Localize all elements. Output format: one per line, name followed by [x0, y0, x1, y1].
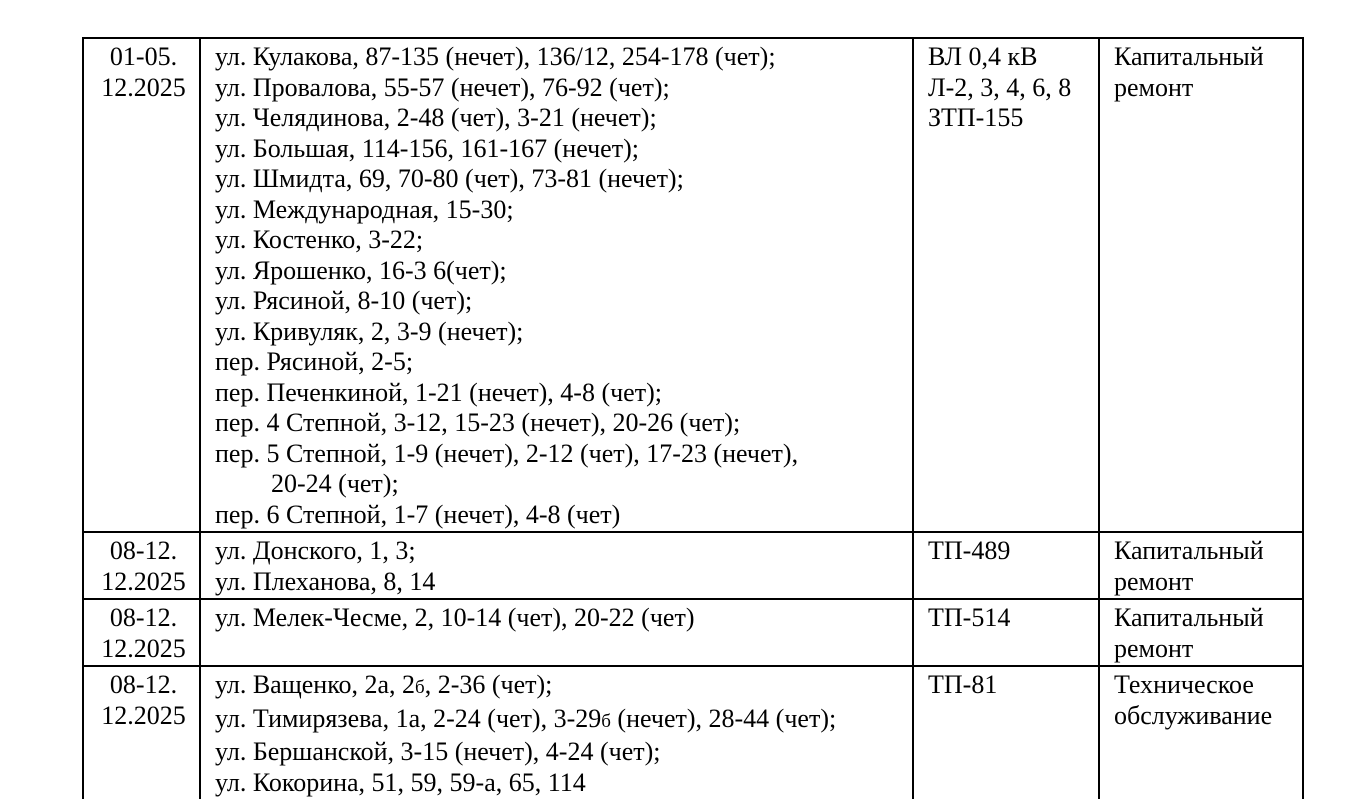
address-line: ул. Мелек-Чесме, 2, 10-14 (чет), 20-22 (чет) — [215, 603, 695, 632]
address-line-continuation: 20-24 (чет); — [271, 469, 399, 498]
date-month-year: 12.2025 — [101, 566, 186, 596]
object-cell — [913, 599, 1099, 666]
address-cell — [200, 666, 913, 799]
date-range: 08-12. — [109, 536, 178, 565]
address-line: пер. 6 Степной, 1-7 (нечет), 4-8 (чет) — [215, 499, 621, 529]
object-line: Л-2, 3, 4, 6, 8 — [928, 72, 1072, 102]
object-line: ЗТП-155 — [928, 103, 1024, 132]
address-text: , 2-36 (чет); — [424, 670, 553, 699]
table-row — [83, 38, 1303, 532]
address-line: ул. Кривуляк, 2, 3-9 (нечет); — [215, 316, 524, 346]
work-type-cell — [1099, 532, 1303, 599]
address-line: ул. Плеханова, 8, 14 — [215, 566, 436, 596]
address-line: пер. Рясиной, 2-5; — [215, 347, 414, 376]
date-cell — [83, 38, 200, 532]
object-cell — [913, 666, 1099, 799]
address-line: ул. Провалова, 55-57 (нечет), 76-92 (чет); — [215, 72, 670, 102]
work-type-cell — [1099, 666, 1303, 799]
outage-schedule-table — [82, 37, 1304, 799]
address-line: пер. Печенкиной, 1-21 (нечет), 4-8 (чет); — [215, 377, 662, 407]
date-range: 01-05. — [109, 42, 178, 71]
address-line: ул. Бершанской, 3-15 (нечет), 4-24 (чет); — [215, 737, 661, 766]
object-line: ТП-489 — [928, 536, 1011, 565]
address-text: (нечет), 28-44 (чет); — [610, 703, 837, 733]
date-cell — [83, 532, 200, 599]
address-line: ул. Челядинова, 2-48 (чет), 3-21 (нечет); — [215, 103, 657, 132]
work-type-line: ремонт — [1114, 633, 1194, 663]
work-type-line: обслуживание — [1114, 700, 1273, 730]
address-text: ул. Ващенко, 2а, 2 — [215, 670, 416, 699]
address-line: ул. Кулакова, 87-135 (нечет), 136/12, 254-178 (чет); — [215, 42, 776, 71]
object-line: ТП-514 — [928, 603, 1011, 632]
date-cell — [83, 599, 200, 666]
table-row — [83, 532, 1303, 599]
address-line: ул. Кокорина, 51, 59, 59-а, 65, 114 — [215, 767, 586, 797]
address-line: пер. 5 Степной, 1-9 (нечет), 2-12 (чет), 17-23 (нечет), — [215, 438, 799, 468]
address-line — [215, 704, 902, 738]
table-row — [83, 599, 1303, 666]
address-line: пер. 4 Степной, 3-12, 15-23 (нечет), 20-26 (чет); — [215, 408, 741, 437]
address-line: ул. Международная, 15-30; — [215, 194, 514, 224]
small-caps-letter: б — [601, 710, 611, 732]
address-line: ул. Костенко, 3-22; — [215, 225, 424, 254]
object-line: ВЛ 0,4 кВ — [928, 42, 1038, 71]
date-month-year: 12.2025 — [101, 72, 186, 102]
date-month-year: 12.2025 — [101, 700, 186, 730]
address-line: ул. Донского, 1, 3; — [215, 536, 416, 565]
address-line: ул. Шмидта, 69, 70-80 (чет), 73-81 (нечет); — [215, 164, 684, 193]
work-type-line: Капитальный — [1114, 603, 1264, 632]
date-cell — [83, 666, 200, 799]
address-line: ул. Большая, 114-156, 161-167 (нечет); — [215, 133, 639, 163]
date-month-year: 12.2025 — [101, 633, 186, 663]
work-type-line: Капитальный — [1114, 42, 1264, 71]
work-type-cell — [1099, 599, 1303, 666]
address-cell — [200, 599, 913, 666]
small-caps-letter: б — [415, 677, 425, 698]
address-line: ул. Рясиной, 8-10 (чет); — [215, 286, 473, 315]
work-type-line: ремонт — [1114, 566, 1194, 596]
date-range: 08-12. — [109, 670, 178, 699]
address-cell — [200, 532, 913, 599]
object-cell — [913, 532, 1099, 599]
work-type-line: Капитальный — [1114, 536, 1264, 565]
address-text: ул. Тимирязева, 1а, 2-24 (чет), 3-29 — [215, 703, 602, 733]
work-type-cell — [1099, 38, 1303, 532]
table-row — [83, 666, 1303, 799]
address-line — [215, 670, 902, 704]
date-range: 08-12. — [109, 603, 178, 632]
work-type-line: ремонт — [1114, 72, 1194, 102]
object-line: ТП-81 — [928, 670, 998, 699]
work-type-line: Техническое — [1114, 670, 1254, 699]
object-cell — [913, 38, 1099, 532]
address-line: ул. Ярошенко, 16-3 6(чет); — [215, 255, 507, 285]
address-cell — [200, 38, 913, 532]
